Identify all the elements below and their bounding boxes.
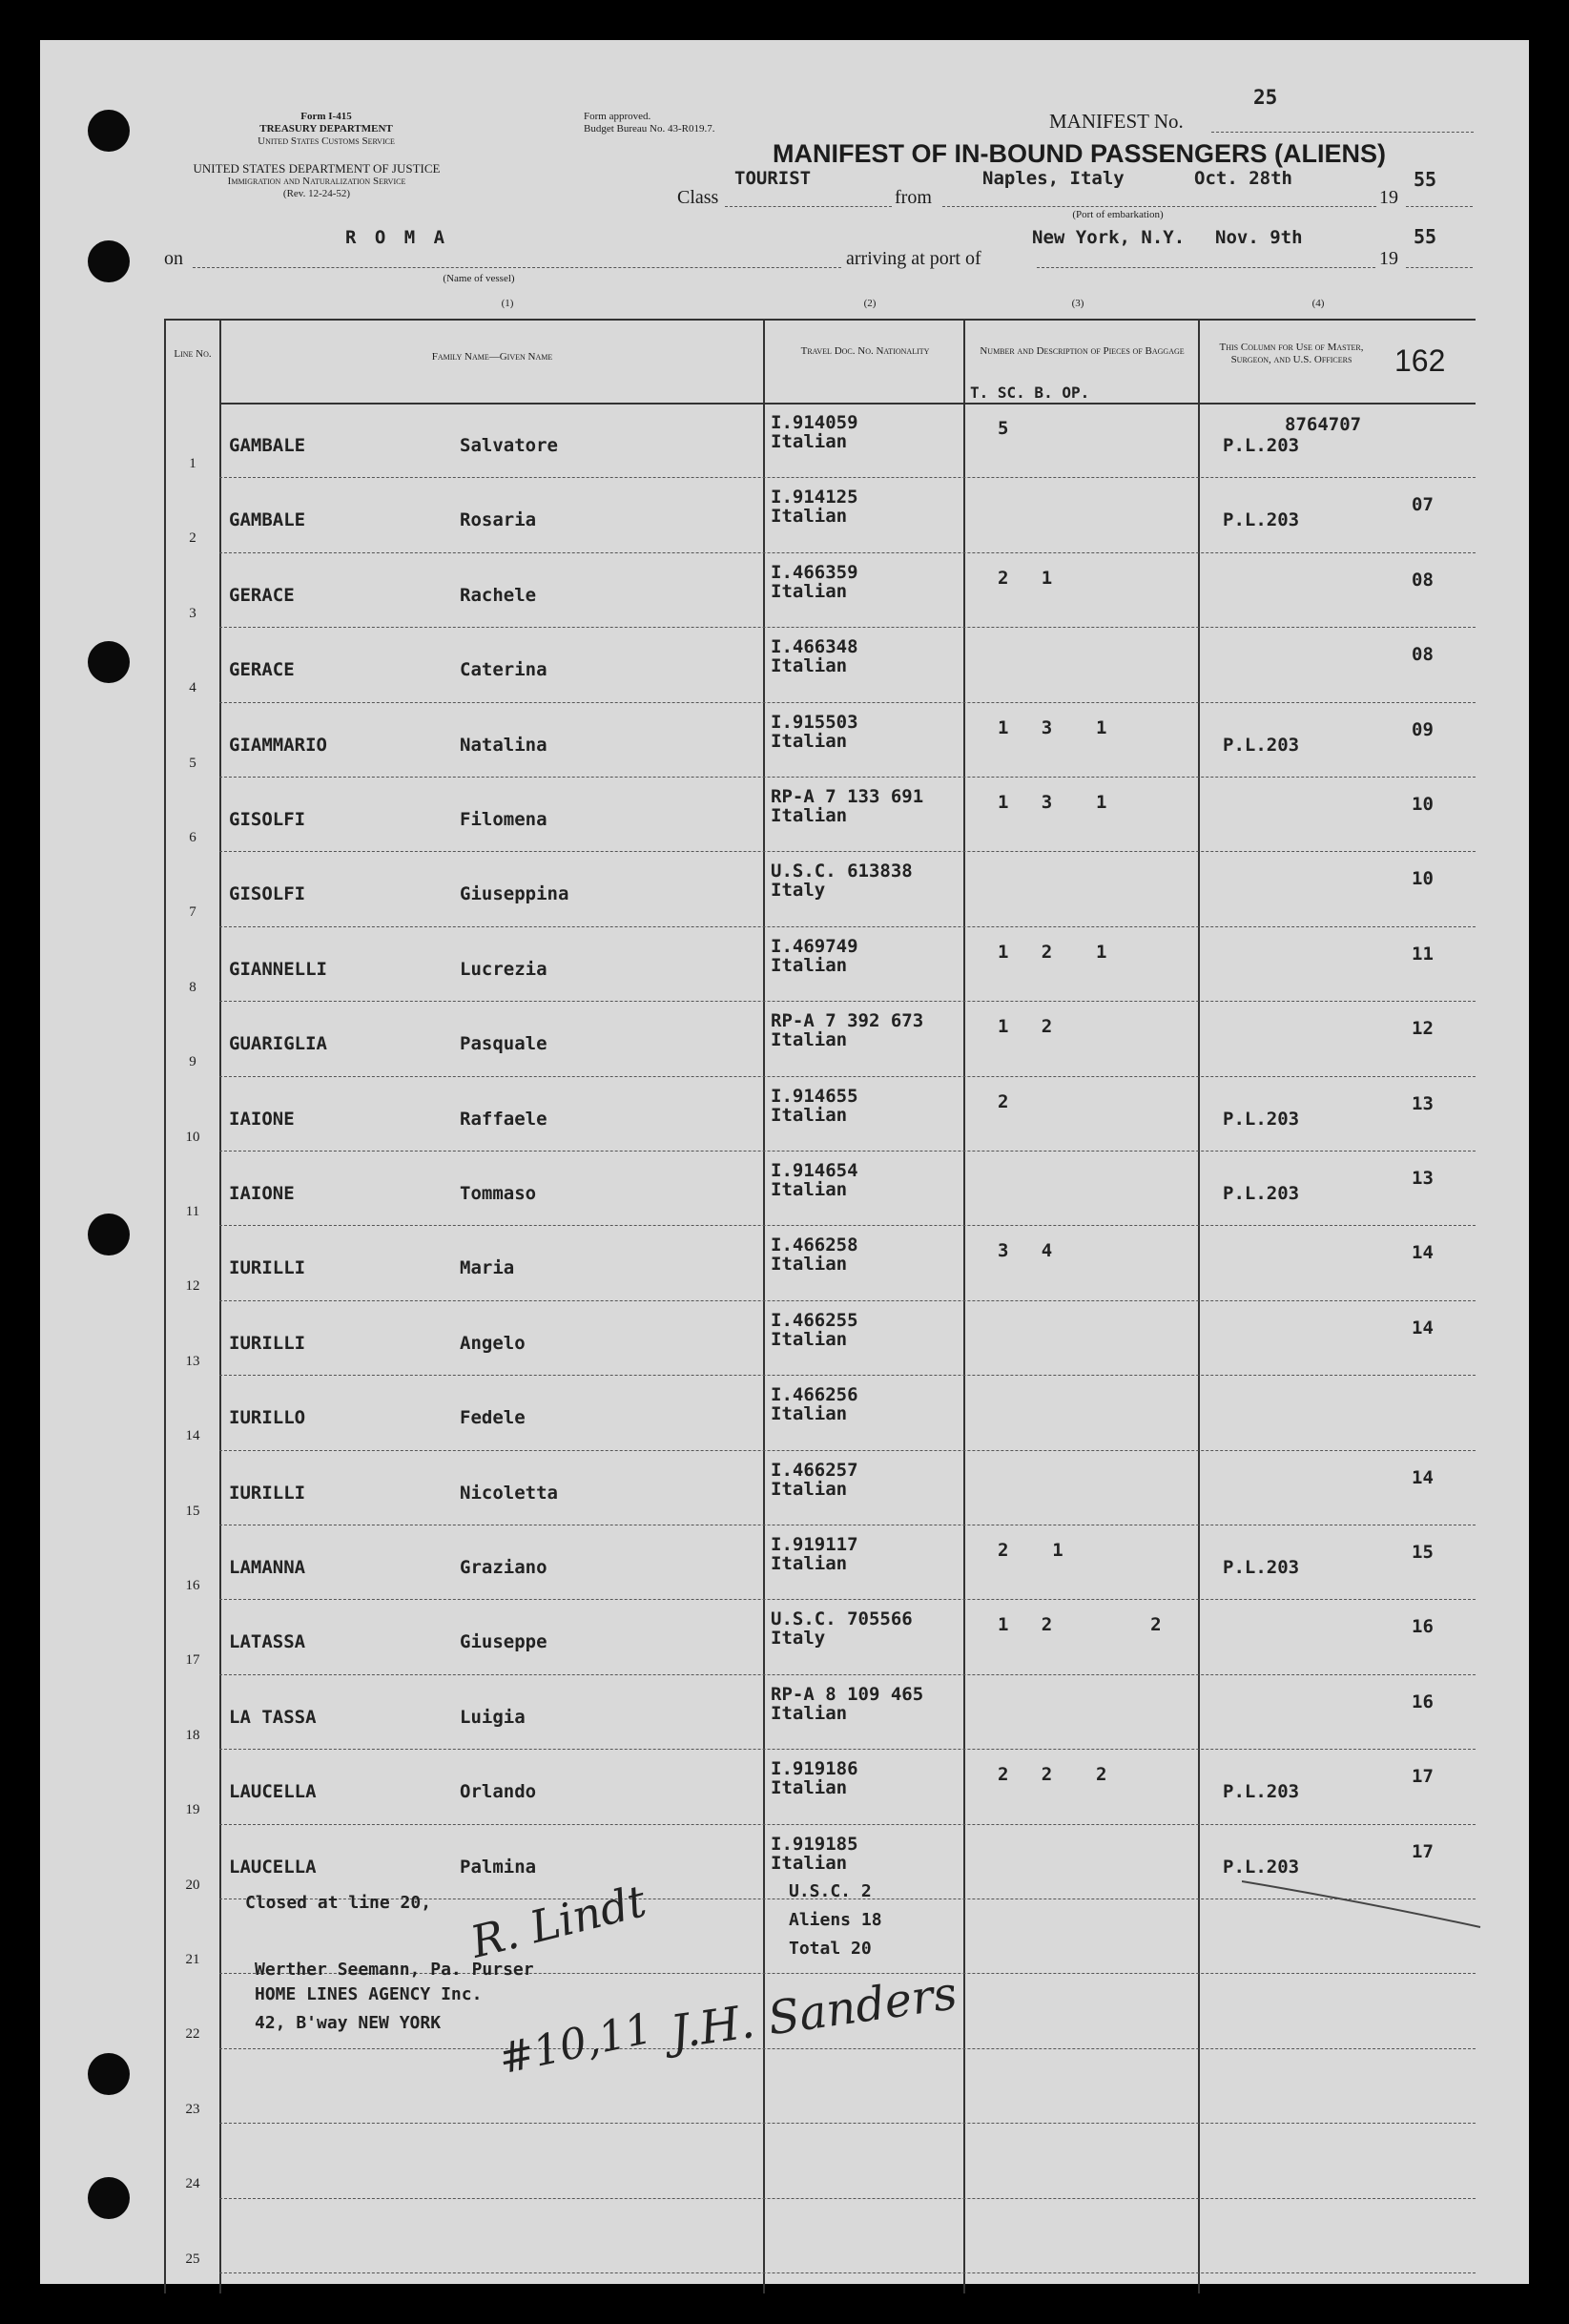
nationality: Italian (771, 1029, 848, 1051)
row-divider (219, 926, 1476, 927)
given-name: Orlando (460, 1781, 537, 1803)
manifest-label: MANIFEST No. (1049, 110, 1184, 133)
officer-code: 11 (1412, 943, 1434, 965)
officer-code: 16 (1412, 1616, 1434, 1638)
nationality: Italian (771, 1403, 848, 1425)
travel-doc-number: I.466256 (771, 1384, 858, 1406)
arrival-port: New York, N.Y. (1032, 227, 1186, 248)
row-divider (219, 1375, 1476, 1376)
public-law-note: P.L.203 (1223, 509, 1300, 531)
given-name: Lucrezia (460, 958, 547, 980)
line-number: 4 (189, 680, 196, 696)
given-name: Caterina (460, 659, 547, 681)
aliens-count: Aliens 18 (789, 1910, 882, 1930)
travel-doc-number: I.919185 (771, 1833, 858, 1855)
manifest-sheet (40, 40, 1529, 2284)
given-name: Angelo (460, 1332, 526, 1354)
col-num-4: (4) (1311, 298, 1325, 309)
line-number: 10 (185, 1129, 200, 1145)
row-divider (219, 1450, 1476, 1451)
public-law-note: P.L.203 (1223, 1183, 1300, 1204)
travel-doc-number: I.914654 (771, 1160, 858, 1181)
binder-hole (88, 2177, 130, 2219)
signature-inspector: J.H. Sanders (667, 1966, 960, 2060)
officer-code: 17 (1412, 1840, 1434, 1862)
purser-name: Werther Seemann, Pa. Purser (255, 1960, 534, 1980)
class-label: Class (677, 187, 719, 208)
row-divider (219, 1151, 1476, 1152)
line-number: 14 (185, 1428, 200, 1444)
col-header-officers: This Column for Use of Master, Surgeon, and U.S. Officers (1219, 342, 1364, 365)
binder-hole (88, 240, 130, 282)
nationality: Italian (771, 1777, 848, 1799)
officer-code: 16 (1412, 1691, 1434, 1712)
form-approved: Form approved. (584, 111, 651, 122)
family-name: IURILLI (229, 1482, 306, 1504)
public-law-note: P.L.203 (1223, 435, 1300, 456)
family-name: IURILLO (229, 1407, 306, 1429)
line-number: 11 (185, 1204, 200, 1219)
class-value: TOURIST (734, 168, 812, 189)
row-divider (219, 1749, 1476, 1750)
row-divider (219, 552, 1476, 553)
treasury-department: TREASURY DEPARTMENT (259, 123, 393, 135)
total-count: Total 20 (789, 1939, 872, 1959)
row-divider (219, 1674, 1476, 1675)
manifest-number: 25 (1253, 86, 1278, 109)
row-divider (219, 2048, 1476, 2049)
sheet-number: 162 (1394, 343, 1446, 378)
nationality: Italian (771, 431, 848, 452)
port-embarkation-caption: (Port of embarkation) (1072, 209, 1164, 220)
nationality: Italian (771, 1553, 848, 1574)
family-name: LATASSA (229, 1631, 306, 1653)
public-law-note: P.L.203 (1223, 1557, 1300, 1578)
row-divider (219, 477, 1476, 478)
nationality: Italian (771, 1852, 848, 1874)
baggage-count: 2 (998, 1090, 1009, 1112)
travel-doc-number: U.S.C. 613838 (771, 861, 913, 882)
family-name: IAIONE (229, 1183, 295, 1204)
family-name: GISOLFI (229, 883, 306, 905)
travel-doc-number: I.919186 (771, 1758, 858, 1780)
officer-code: 15 (1412, 1542, 1434, 1563)
form-number: Form I-415 (300, 111, 352, 122)
travel-doc-number: RP-A 7 133 691 (771, 786, 924, 807)
binder-hole (88, 110, 130, 152)
family-name: GIANNELLI (229, 958, 327, 980)
line-number: 24 (185, 2176, 200, 2192)
nationality: Italy (771, 880, 826, 902)
col-header-baggage: Number and Description of Pieces of Baggage (980, 345, 1185, 357)
given-name: Pasquale (460, 1033, 547, 1055)
row-divider (219, 2272, 1476, 2273)
baggage-count: 1 2 (998, 1016, 1053, 1038)
handwritten-number: #10,11 (494, 2003, 657, 2085)
line-number: 8 (189, 979, 196, 995)
travel-doc-number: I.466258 (771, 1235, 858, 1256)
family-name: IAIONE (229, 1108, 295, 1130)
officer-code: 13 (1412, 1168, 1434, 1189)
officer-code: 10 (1412, 794, 1434, 815)
arriving-label: arriving at port of (846, 248, 981, 269)
line-number: 12 (185, 1278, 200, 1295)
given-name: Rachele (460, 584, 537, 606)
row-divider (219, 1076, 1476, 1077)
baggage-count: 5 (998, 418, 1009, 439)
ins-service: Immigration and Naturalization Service (227, 176, 406, 187)
line-number: 19 (185, 1802, 200, 1818)
public-law-note: P.L.203 (1223, 1108, 1300, 1130)
row-divider (219, 627, 1476, 628)
year-prefix-2: 19 (1379, 248, 1398, 269)
nationality: Italian (771, 1104, 848, 1126)
nationality: Italian (771, 1478, 848, 1500)
given-name: Graziano (460, 1557, 547, 1578)
binder-hole (88, 2053, 130, 2095)
baggage-count: 2 2 2 (998, 1764, 1107, 1786)
vessel-caption: (Name of vessel) (443, 273, 515, 284)
baggage-count: 1 2 2 (998, 1614, 1162, 1636)
line-number: 21 (185, 1952, 200, 1967)
nationality: Italian (771, 1254, 848, 1276)
col-num-2: (2) (863, 298, 877, 309)
family-name: GERACE (229, 584, 295, 606)
travel-doc-number: I.469749 (771, 935, 858, 957)
row-divider (219, 851, 1476, 852)
baggage-count: 2 1 (998, 1540, 1063, 1561)
given-name: Maria (460, 1257, 515, 1279)
line-number: 3 (189, 605, 196, 621)
travel-doc-number: I.466255 (771, 1309, 858, 1331)
travel-doc-number: I.915503 (771, 711, 858, 733)
row-divider (219, 1001, 1476, 1002)
agent-name: HOME LINES AGENCY Inc. (255, 1984, 483, 2004)
year-1: 55 (1414, 168, 1437, 191)
baggage-count: 3 4 (998, 1240, 1053, 1262)
given-name: Rosaria (460, 509, 537, 531)
line-number: 7 (189, 904, 196, 921)
closing-stroke (1242, 1853, 1490, 1929)
nationality: Italian (771, 655, 848, 677)
given-name: Salvatore (460, 435, 558, 456)
given-name: Raffaele (460, 1108, 547, 1130)
officer-code: 08 (1412, 644, 1434, 666)
signature-officer: R. Lindt (465, 1875, 651, 1968)
departure-date: Oct. 28th (1194, 168, 1292, 189)
row-divider (219, 777, 1476, 778)
agent-address: 42, B'way NEW YORK (255, 2013, 442, 2033)
family-name: IURILLI (229, 1332, 306, 1354)
given-name: Giuseppe (460, 1631, 547, 1653)
row-divider (219, 1824, 1476, 1825)
line-number: 15 (185, 1503, 200, 1519)
family-name: LAUCELLA (229, 1856, 317, 1878)
travel-doc-number: I.466359 (771, 561, 858, 583)
family-name: LA TASSA (229, 1706, 317, 1728)
customs-service: United States Customs Service (258, 135, 395, 147)
year-2: 55 (1414, 225, 1437, 248)
travel-doc-number: I.914655 (771, 1085, 858, 1107)
line-number: 13 (185, 1353, 200, 1369)
nationality: Italian (771, 730, 848, 752)
family-name: LAUCELLA (229, 1781, 317, 1803)
family-name: IURILLI (229, 1257, 306, 1279)
line-number: 9 (189, 1054, 196, 1070)
nationality: Italian (771, 1702, 848, 1724)
travel-doc-number: RP-A 7 392 673 (771, 1010, 924, 1032)
public-law-note: P.L.203 (1223, 1781, 1300, 1803)
travel-doc-number: I.466348 (771, 636, 858, 658)
col-header-name: Family Name—Given Name (431, 351, 553, 363)
closed-at-line: Closed at line 20, (245, 1893, 432, 1913)
row-divider (219, 2198, 1476, 2199)
line-number: 22 (185, 2026, 200, 2043)
given-name: Nicoletta (460, 1482, 558, 1504)
nationality: Italy (771, 1628, 826, 1650)
baggage-count: 1 3 1 (998, 792, 1107, 813)
family-name: GIAMMARIO (229, 734, 327, 756)
given-name: Palmina (460, 1856, 537, 1878)
col-header-travel-doc: Travel Doc. No. Nationality (800, 345, 930, 357)
officer-code: 14 (1412, 1317, 1434, 1338)
col-num-1: (1) (501, 298, 514, 309)
officer-code: 14 (1412, 1242, 1434, 1264)
vessel-name: R O M A (345, 227, 449, 248)
line-number: 23 (185, 2101, 200, 2117)
baggage-count: 2 1 (998, 567, 1053, 589)
on-label: on (164, 248, 183, 269)
row-divider (219, 1225, 1476, 1226)
arrival-date: Nov. 9th (1215, 227, 1303, 248)
travel-doc-number: I.914125 (771, 487, 858, 508)
family-name: GISOLFI (229, 809, 306, 830)
nationality: Italian (771, 954, 848, 976)
line-number: 6 (189, 830, 196, 845)
officer-code: 09 (1412, 718, 1434, 740)
officer-code: 12 (1412, 1018, 1434, 1040)
manifest-title: MANIFEST OF IN-BOUND PASSENGERS (ALIENS) (773, 139, 1387, 168)
binder-hole (88, 1214, 130, 1255)
baggage-codes: T. SC. B. OP. (970, 384, 1090, 402)
col-header-line-no: Line No. (174, 348, 212, 360)
travel-doc-number: I.466257 (771, 1459, 858, 1481)
family-name: GERACE (229, 659, 295, 681)
given-name: Natalina (460, 734, 547, 756)
nationality: Italian (771, 1179, 848, 1200)
baggage-count: 1 3 1 (998, 716, 1107, 738)
nationality: Italian (771, 506, 848, 528)
line-number: 18 (185, 1727, 200, 1743)
family-name: GAMBALE (229, 435, 306, 456)
given-name: Giuseppina (460, 883, 569, 905)
revision: (Rev. 12-24-52) (282, 188, 351, 199)
baggage-count: 1 2 1 (998, 941, 1107, 963)
nationality: Italian (771, 805, 848, 826)
officer-code: 13 (1412, 1092, 1434, 1114)
public-law-note: P.L.203 (1223, 1856, 1300, 1878)
officer-number-top: 8764707 (1285, 414, 1362, 435)
line-number: 2 (189, 530, 196, 547)
nationality: Italian (771, 1328, 848, 1350)
officer-code: 10 (1412, 868, 1434, 890)
line-number: 25 (185, 2251, 200, 2267)
line-number: 16 (185, 1578, 200, 1593)
nationality: Italian (771, 580, 848, 602)
line-number: 1 (189, 456, 196, 471)
officer-code: 08 (1412, 569, 1434, 591)
given-name: Filomena (460, 809, 547, 830)
public-law-note: P.L.203 (1223, 734, 1300, 756)
officer-code: 14 (1412, 1466, 1434, 1488)
officer-code: 07 (1412, 494, 1434, 516)
row-divider (219, 1599, 1476, 1600)
given-name: Tommaso (460, 1183, 537, 1204)
given-name: Luigia (460, 1706, 526, 1728)
officer-code: 17 (1412, 1766, 1434, 1788)
travel-doc-number: RP-A 8 109 465 (771, 1683, 924, 1705)
line-number: 5 (189, 755, 196, 771)
travel-doc-number: U.S.C. 705566 (771, 1608, 913, 1630)
budget-bureau: Budget Bureau No. 43-R019.7. (584, 123, 715, 135)
year-prefix-1: 19 (1379, 187, 1398, 208)
row-divider (219, 702, 1476, 703)
family-name: LAMANNA (229, 1557, 306, 1578)
row-divider (219, 1300, 1476, 1301)
row-divider (219, 2123, 1476, 2124)
binder-hole (88, 641, 130, 683)
from-label: from (895, 187, 932, 208)
given-name: Fedele (460, 1407, 526, 1429)
family-name: GAMBALE (229, 509, 306, 531)
travel-doc-number: I.919117 (771, 1534, 858, 1555)
justice-department: UNITED STATES DEPARTMENT OF JUSTICE (193, 161, 441, 176)
family-name: GUARIGLIA (229, 1033, 327, 1055)
col-num-3: (3) (1071, 298, 1084, 309)
line-number: 17 (185, 1652, 200, 1669)
embarkation-port: Naples, Italy (982, 168, 1125, 189)
line-number: 20 (185, 1877, 200, 1893)
usc-count: U.S.C. 2 (789, 1881, 872, 1901)
travel-doc-number: I.914059 (771, 412, 858, 433)
